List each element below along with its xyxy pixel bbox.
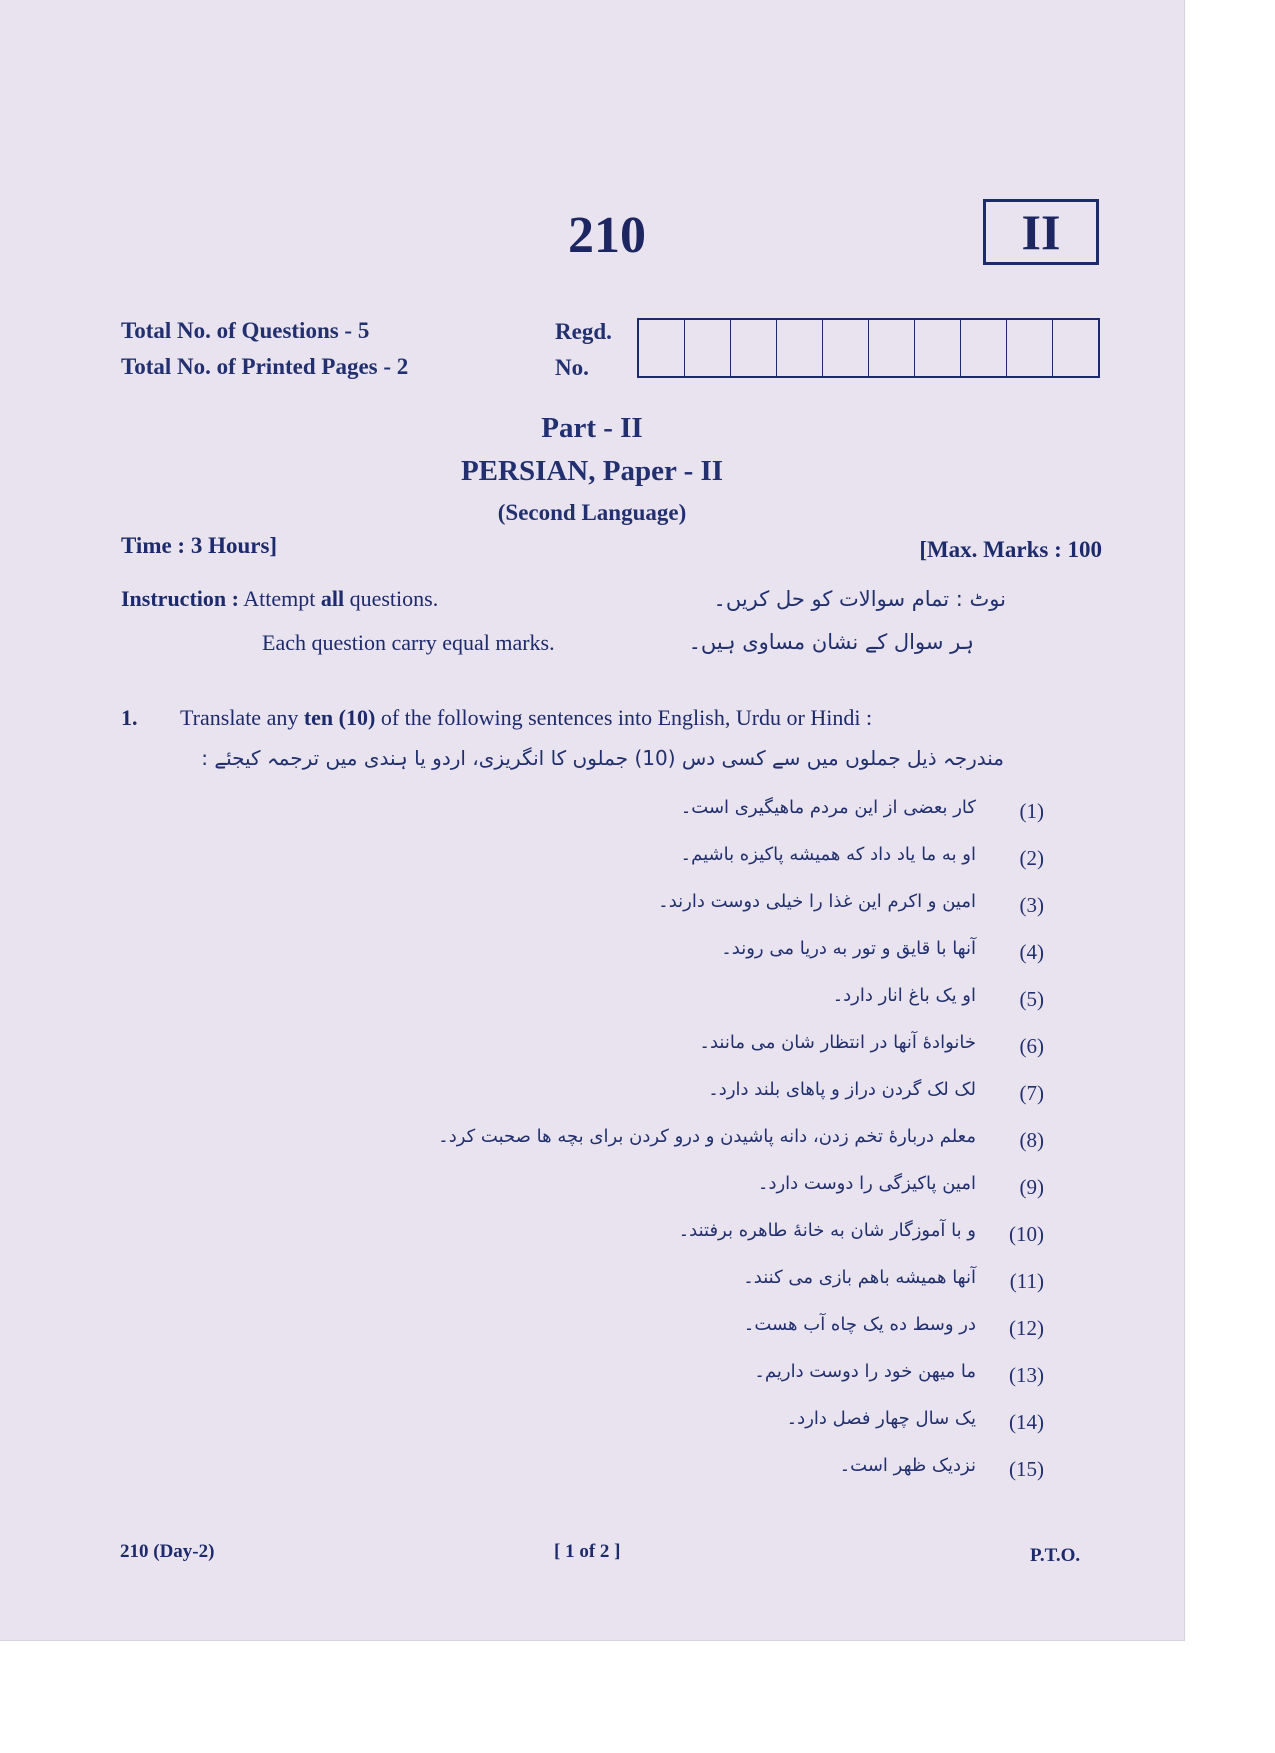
urdu-note-line-1: نوٹ : تمام سوالات کو حل کریں۔ [713,587,1006,611]
regd-digit-box[interactable] [685,320,731,376]
sentence-item [700,1408,1044,1444]
sentence-number: (14) [1009,1410,1044,1434]
sentence-number: (3) [1019,893,1044,917]
total-questions: Total No. of Questions - 5 [121,318,370,343]
subject-title: PERSIAN, Paper - II [460,455,724,487]
instruction-label: Instruction : [121,586,239,611]
regd-label-line1: Regd. [555,319,612,344]
sentence-item [700,938,1044,974]
registration-number-boxes [637,318,1100,378]
question-number: 1. [121,705,138,730]
sentence-text: کار بعضی از این مردم ماھیگیری است۔ [680,797,976,818]
sentence-number: (11) [1009,1269,1044,1293]
urdu-note-line-2: ہر سوال کے نشان مساوی ہیں۔ [688,630,974,654]
sentence-number: (12) [1009,1316,1044,1340]
sentence-text: لک لک گردن دراز و پاھای بلند دارد۔ [708,1079,976,1100]
language-subtitle: (Second Language) [497,500,687,525]
sentence-text: و با آموزگار شان به خانهٔ طاهره برفتند۔ [678,1220,976,1241]
footer-pto: P.T.O. [1030,1545,1081,1566]
part-number: II [1021,204,1061,260]
sentence-number: (13) [1009,1363,1044,1387]
question-text-start: Translate any [180,705,304,730]
sentence-text: آنها با قایق و تور به دریا می روند۔ [721,938,976,959]
max-marks: [Max. Marks : 100 [919,537,1102,562]
regd-digit-box[interactable] [731,320,777,376]
sentence-item [700,1455,1044,1491]
instruction-text-end: questions. [344,586,439,611]
sentence-item [700,1079,1044,1115]
sentence-text: ما میهن خود را دوست داریم۔ [754,1361,976,1382]
sentence-number: (5) [1019,987,1044,1011]
part-number-box [983,199,1099,265]
sentence-item [700,1267,1044,1303]
instruction-line-1 [121,586,438,612]
regd-digit-box[interactable] [823,320,869,376]
regd-digit-box[interactable] [915,320,961,376]
sentence-item [658,891,1044,927]
regd-label-line2: No. [555,355,589,380]
regd-digit-box[interactable] [777,320,823,376]
regd-label [555,314,612,386]
sentence-item [700,1314,1044,1350]
sentence-number: (7) [1019,1081,1044,1105]
part-title: Part - II [541,412,643,444]
regd-digit-box[interactable] [961,320,1007,376]
sentence-number: (2) [1019,846,1044,870]
sentence-text: خانوادهٔ آنها در انتظار شان می مانند۔ [699,1032,976,1053]
sentence-item [438,1126,1044,1162]
sentence-number: (6) [1019,1034,1044,1058]
sentence-text: او یک باغ انار دارد۔ [832,985,976,1006]
sentence-text: او به ما یاد داد که همیشه پاکیزه باشیم۔ [680,844,976,865]
instruction-text: Attempt [238,586,321,611]
time-allowed: Time : 3 Hours] [121,533,278,558]
regd-digit-box[interactable] [639,320,685,376]
question-urdu-text: مندرجہ ذیل جملوں میں سے کسی دس (10) جملوں کا انگریزی، اردو یا ہندی میں ترجمہ کیجئے : [201,746,1004,770]
sentence-text: نزدیک ظهر است۔ [839,1455,976,1476]
paper-code: 210 [568,207,646,264]
sentence-item [678,1220,1044,1256]
sentence-item [680,797,1044,833]
footer-page-number: [ 1 of 2 ] [554,1541,621,1562]
sentence-number: (1) [1019,799,1044,823]
sentence-item [700,1032,1044,1068]
sentence-number: (4) [1019,940,1044,964]
sentence-item [700,1173,1044,1209]
question-text [180,705,872,731]
sentence-text: یک سال چهار فصل دارد۔ [786,1408,976,1429]
instruction-emphasis: all [320,586,345,611]
sentence-item [700,985,1044,1021]
total-printed-pages: Total No. of Printed Pages - 2 [121,354,409,379]
footer-paper-code: 210 (Day-2) [120,1541,215,1562]
sentence-number: (8) [1019,1128,1044,1152]
sentence-text: امین پاکیزگی را دوست دارد۔ [757,1173,976,1194]
sentence-item [700,1361,1044,1397]
sentence-text: امین و اکرم این غذا را خیلی دوست دارند۔ [658,891,976,912]
sentence-number: (10) [1009,1222,1044,1246]
regd-digit-box[interactable] [1053,320,1098,376]
question-text-end: of the following sentences into English, Urdu or Hindi : [375,705,873,730]
sentence-number: (15) [1009,1457,1044,1481]
sentence-text: معلم دربارهٔ تخم زدن، دانه پاشیدن و درو کردن برای بچه ها صحبت کرد۔ [438,1126,976,1147]
question-text-emphasis: ten (10) [303,705,376,730]
instruction-line-2: Each question carry equal marks. [262,630,555,655]
regd-digit-box[interactable] [869,320,915,376]
regd-digit-box[interactable] [1007,320,1053,376]
sentence-item [680,844,1044,880]
sentence-text: در وسط ده یک چاه آب هست۔ [743,1314,976,1335]
sentence-text: آنها همیشه باهم بازی می کنند۔ [743,1267,976,1288]
sentence-number: (9) [1019,1175,1044,1199]
